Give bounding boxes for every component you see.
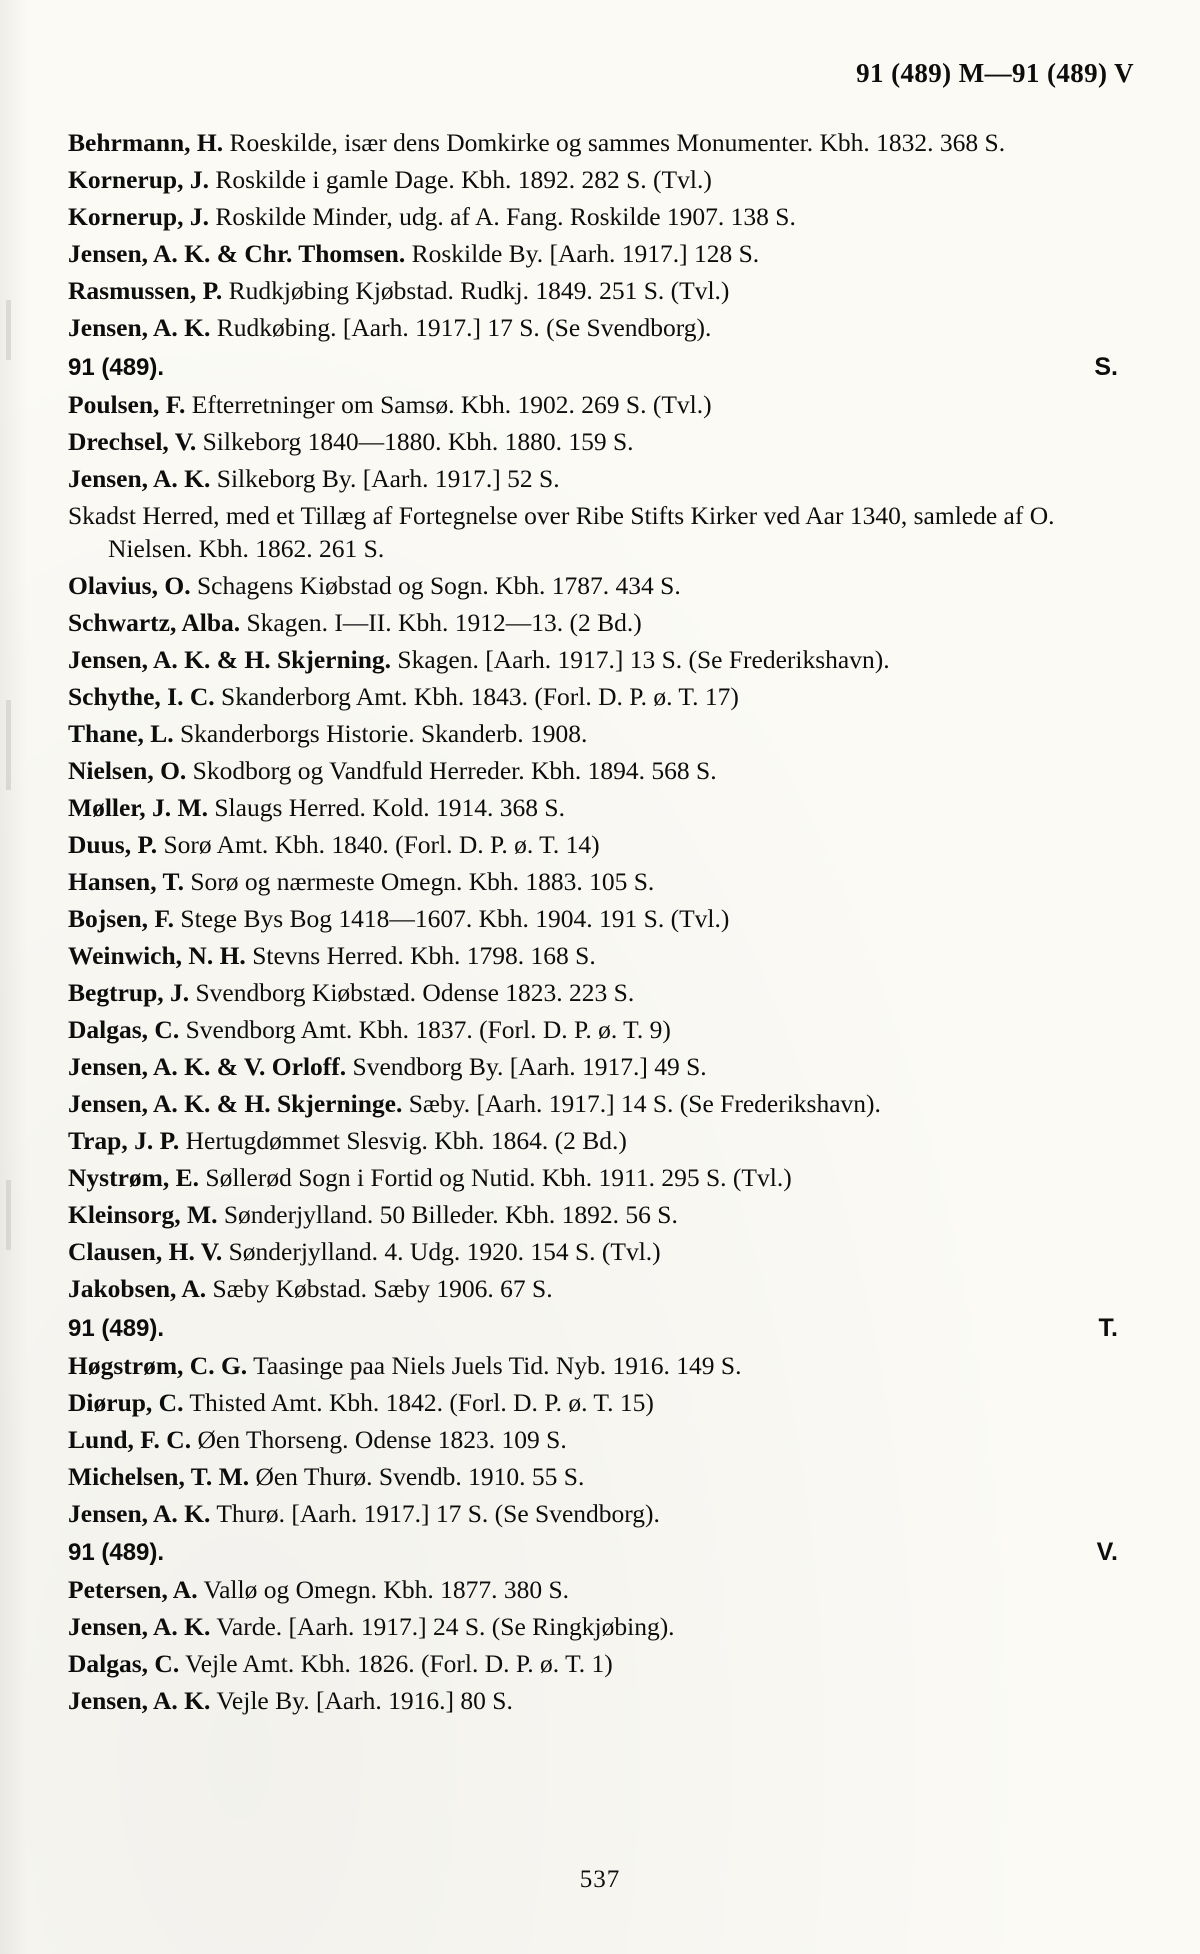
entry-text: Skagen. I—II. Kbh. 1912—13. (2 Bd.) [246, 608, 642, 637]
bibliography-entry [68, 1087, 1124, 1121]
entry-author: Jensen, A. K. [68, 1498, 211, 1528]
bibliography-entry [68, 311, 1124, 345]
entry-text: Hertugdømmet Slesvig. Kbh. 1864. (2 Bd.) [185, 1126, 627, 1155]
bibliography-entry [68, 791, 1124, 825]
entry-text: Svendborg By. [Aarh. 1917.] 49 S. [352, 1052, 707, 1081]
section-heading [68, 1312, 1124, 1346]
section-code: 91 (489). [68, 353, 165, 381]
entry-text: Sæby Købstad. Sæby 1906. 67 S. [212, 1274, 553, 1303]
entry-author: Hansen, T. [68, 867, 184, 896]
bibliography-entry [68, 1124, 1124, 1158]
entry-text: Rudkøbing. [Aarh. 1917.] 17 S. (Se Svendborg). [216, 313, 712, 342]
bibliography-entry [68, 1386, 1124, 1420]
entry-text: Vejle Amt. Kbh. 1826. (Forl. D. P. ø. T. 1) [185, 1649, 613, 1678]
entry-text: Thurø. [Aarh. 1917.] 17 S. (Se Svendborg). [216, 1498, 660, 1528]
bibliography-entry [68, 237, 1124, 271]
entry-author: Kornerup, J. [68, 165, 209, 194]
bibliography-entry [68, 939, 1124, 973]
section-letter: V. [1096, 1538, 1118, 1566]
entry-text: Sønderjylland. 4. Udg. 1920. 154 S. (Tvl.) [228, 1237, 661, 1266]
bibliography-entry [68, 425, 1124, 459]
bibliography-entry [68, 163, 1124, 197]
bibliography-entry [68, 274, 1124, 308]
bibliography-entry [68, 680, 1124, 714]
entry-author: Jensen, A. K. & Chr. Thomsen. [68, 239, 406, 268]
entry-text: Vallø og Omegn. Kbh. 1877. 380 S. [203, 1575, 570, 1604]
section-heading [68, 351, 1124, 385]
entry-text: Stevns Herred. Kbh. 1798. 168 S. [252, 941, 596, 970]
page-edge-mark [6, 700, 11, 790]
entry-text: Efterretninger om Samsø. Kbh. 1902. 269 S. (Tvl.) [191, 389, 712, 419]
entry-text: Skodborg og Vandfuld Herreder. Kbh. 1894. 568 S. [192, 756, 717, 785]
entry-text: Skanderborgs Historie. Skanderb. 1908. [179, 719, 588, 748]
entry-author: Clausen, H. V. [68, 1237, 223, 1266]
entry-text: Varde. [Aarh. 1917.] 24 S. (Se Ringkjøbing). [216, 1612, 675, 1641]
page-edge-mark [6, 300, 11, 360]
entry-text: Thisted Amt. Kbh. 1842. (Forl. D. P. ø. T. 15) [189, 1387, 654, 1417]
entry-author: Kornerup, J. [68, 202, 209, 231]
entry-text: Søllerød Sogn i Fortid og Nutid. Kbh. 1911. 295 S. (Tvl.) [205, 1163, 792, 1192]
entry-text: Roskilde Minder, udg. af A. Fang. Roskilde 1907. 138 S. [215, 202, 796, 231]
entry-author: Rasmussen, P. [68, 276, 223, 305]
page-number: 537 [579, 1866, 621, 1893]
bibliography-entry [68, 717, 1124, 751]
entry-author: Jensen, A. K. [68, 313, 211, 342]
entry-text: Skanderborg Amt. Kbh. 1843. (Forl. D. P. ø. T. 17) [221, 682, 739, 711]
entry-author: Jensen, A. K. [68, 463, 211, 493]
entry-author: Møller, J. M. [68, 793, 208, 822]
entry-text: Sæby. [Aarh. 1917.] 14 S. (Se Frederikshavn). [408, 1089, 881, 1118]
entry-author: Petersen, A. [68, 1575, 198, 1604]
bibliography-entry [68, 902, 1124, 936]
bibliography-entry [68, 1198, 1124, 1232]
section-letter: S. [1094, 352, 1118, 381]
entry-author: Lund, F. C. [68, 1424, 192, 1454]
bibliography-entry [68, 200, 1124, 234]
bibliography-entry [68, 1161, 1124, 1195]
bibliography-entry [68, 606, 1124, 640]
entry-text: Sorø og nærmeste Omegn. Kbh. 1883. 105 S. [190, 867, 655, 896]
entry-author: Diørup, C. [68, 1387, 184, 1417]
bibliography-entry [68, 1349, 1124, 1383]
entry-text: Øen Thurø. Svendb. 1910. 55 S. [255, 1461, 585, 1491]
entry-author: Jensen, A. K. [68, 1686, 211, 1715]
entry-author: Kleinsorg, M. [68, 1200, 218, 1229]
entry-text: Sorø Amt. Kbh. 1840. (Forl. D. P. ø. T. 14) [163, 830, 600, 859]
bibliography-list [68, 126, 1124, 1721]
bibliography-entry [68, 643, 1124, 677]
page-edge-mark [6, 1180, 11, 1250]
entry-text: Slaugs Herred. Kold. 1914. 368 S. [214, 793, 565, 822]
entry-author: Jensen, A. K. & V. Orloff. [68, 1052, 347, 1081]
entry-author: Trap, J. P. [68, 1126, 180, 1155]
bibliography-entry [68, 976, 1124, 1010]
page-header: 91 (489) M—91 (489) V [856, 58, 1134, 88]
entry-author: Jensen, A. K. & H. Skjerninge. [68, 1089, 403, 1118]
section-code: 91 (489). [68, 1539, 165, 1566]
entry-author: Begtrup, J. [68, 978, 190, 1007]
entry-text: Sønderjylland. 50 Billeder. Kbh. 1892. 56 S. [223, 1200, 678, 1229]
bibliography-entry [68, 462, 1124, 496]
entry-text: Roskilde By. [Aarh. 1917.] 128 S. [411, 239, 760, 268]
bibliography-entry [68, 388, 1124, 422]
section-letter: T. [1098, 1313, 1118, 1342]
bibliography-entry [68, 1497, 1124, 1531]
entry-author: Schythe, I. C. [68, 682, 215, 711]
bibliography-entry [68, 1235, 1124, 1269]
entry-author: Drechsel, V. [68, 426, 197, 456]
entry-text: Skagen. [Aarh. 1917.] 13 S. (Se Frederikshavn). [397, 645, 890, 674]
bibliography-entry [68, 1610, 1124, 1644]
entry-text: Silkeborg By. [Aarh. 1917.] 52 S. [216, 463, 560, 493]
entry-author: Behrmann, H. [68, 128, 224, 157]
entry-author: Høgstrøm, C. G. [68, 1350, 248, 1380]
entry-text: Taasinge paa Niels Juels Tid. Nyb. 1916. 149 S. [253, 1350, 742, 1380]
bibliography-entry [68, 865, 1124, 899]
bibliography-entry [68, 828, 1124, 862]
entry-author: Nielsen, O. [68, 756, 187, 785]
entry-author: Jakobsen, A. [68, 1274, 207, 1303]
bibliography-entry [68, 1013, 1124, 1047]
bibliography-entry [68, 126, 1124, 160]
bibliography-entry [68, 1684, 1124, 1718]
entry-author: Poulsen, F. [68, 389, 186, 419]
entry-author: Dalgas, C. [68, 1015, 180, 1044]
entry-text: Svendborg Amt. Kbh. 1837. (Forl. D. P. ø. T. 9) [185, 1015, 671, 1044]
entry-text: Vejle By. [Aarh. 1916.] 80 S. [216, 1686, 513, 1715]
bibliography-entry [68, 569, 1124, 603]
entry-text: Roeskilde, især dens Domkirke og sammes Monumenter. Kbh. 1832. 368 S. [229, 128, 1006, 157]
bibliography-entry [68, 1423, 1124, 1457]
entry-text: Rudkjøbing Kjøbstad. Rudkj. 1849. 251 S. (Tvl.) [228, 276, 730, 305]
entry-text: Schagens Kiøbstad og Sogn. Kbh. 1787. 434 S. [196, 571, 681, 600]
bibliography-entry [68, 754, 1124, 788]
bibliography-entry [68, 499, 1124, 566]
bibliography-entry [68, 1050, 1124, 1084]
entry-text: Roskilde i gamle Dage. Kbh. 1892. 282 S. (Tvl.) [215, 165, 712, 194]
entry-text: Stege Bys Bog 1418—1607. Kbh. 1904. 191 S. (Tvl.) [180, 904, 730, 933]
entry-text: Øen Thorseng. Odense 1823. 109 S. [197, 1424, 567, 1454]
entry-author: Jensen, A. K. & H. Skjerning. [68, 645, 392, 674]
section-code: 91 (489). [68, 1314, 165, 1342]
entry-author: Michelsen, T. M. [68, 1461, 250, 1491]
bibliography-entry [68, 1272, 1124, 1306]
entry-author: Dalgas, C. [68, 1649, 180, 1678]
bibliography-entry [68, 1573, 1124, 1607]
entry-author: Duus, P. [68, 830, 158, 859]
entry-author: Olavius, O. [68, 571, 191, 600]
entry-text: Skadst Herred, med et Tillæg af Fortegnelse over Ribe Stifts Kirker ved Aar 1340, samlede af O. Nielsen. Kbh. 1862. 261 S. [68, 500, 1055, 563]
entry-author: Schwartz, Alba. [68, 608, 241, 637]
entry-text: Svendborg Kiøbstæd. Odense 1823. 223 S. [195, 978, 635, 1007]
entry-author: Weinwich, N. H. [68, 941, 246, 970]
entry-author: Thane, L. [68, 719, 174, 748]
entry-author: Bojsen, F. [68, 904, 175, 933]
bibliography-entry [68, 1647, 1124, 1681]
bibliography-entry [68, 1460, 1124, 1494]
entry-text: Silkeborg 1840—1880. Kbh. 1880. 159 S. [202, 426, 634, 456]
section-heading [68, 1536, 1124, 1570]
entry-author: Nystrøm, E. [68, 1163, 200, 1192]
entry-author: Jensen, A. K. [68, 1612, 211, 1641]
